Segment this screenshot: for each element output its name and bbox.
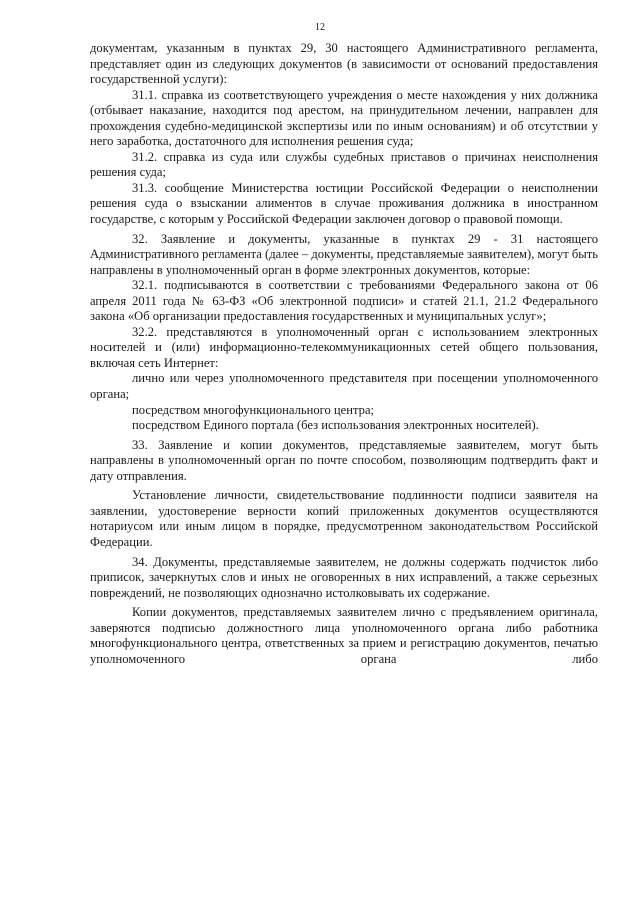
document-body (90, 41, 598, 667)
paragraph-31-1: 31.1. справка из соответствующего учреждения о месте нахождения у них должника (отбывает наказание, находится под арестом, на принудительном лечении, направлен для прохождения судебно-медицинской экспертизы или по иным основаниям) и об отсутствии у него заработка, достаточного для исполнения решения суда; (90, 87, 598, 149)
paragraph-continuation: документам, указанным в пунктах 29, 30 настоящего Административного регламента, представляет один из следующих документов (в зависимости от оснований предоставления государственной услуги): (90, 41, 598, 87)
paragraph-32-1: 32.1. подписываются в соответствии с требованиями Федерального закона от 06 апреля 2011 года № 63-ФЗ «Об электронной подписи» и статей 21.1, 21.2 Федерального закона «Об организации предоставления государственных и муниципальных услуг»; (90, 278, 598, 324)
paragraph-32: 32. Заявление и документы, указанные в пунктах 29 - 31 настоящего Административного регламента (далее – документы, представляемые заявителем), могут быть направлены в уполномоченный орган в форме электронных документов, которые: (90, 231, 598, 277)
paragraph-portal: посредством Единого портала (без использования электронных носителей). (132, 418, 539, 433)
paragraph-31-3: 31.3. сообщение Министерства юстиции Российской Федерации о неисполнении решения суда о взыскании алиментов в случае проживания должника в иностранном государстве, с которым у Российской Федерации заключен договор о правовой помощи. (90, 180, 598, 227)
paragraph-copies: Копии документов, представляемых заявителем лично с предъявлением оригинала, заверяются подписью должностного лица уполномоченного органа либо работника многофункционального центра, ответственных за прием и регистрацию документов, печатью уполномоченного органа либо (90, 605, 598, 666)
paragraph-in-person: лично или через уполномоченного представителя при посещении уполномоченного органа; (90, 371, 598, 402)
paragraph-33: 33. Заявление и копии документов, представляемые заявителем, могут быть направлены в уполномоченный орган по почте способом, позволяющим подтвердить факт и дату отправления. (90, 437, 598, 483)
paragraph-mfc: посредством многофункционального центра; (132, 402, 375, 417)
page-number: 12 (315, 22, 325, 33)
paragraph-32-2: 32.2. представляются в уполномоченный орган с использованием электронных носителей и (или) информационно-телекоммуникационных сетей общего пользования, включая сеть Интернет: (90, 324, 598, 370)
paragraph-identity: Установление личности, свидетельствование подлинности подписи заявителя на заявлении, удостоверение верности копий приложенных документов осуществляются нотариусом или иным лицом в порядке, предусмотренном законодательством Российской Федерации. (90, 488, 598, 549)
paragraph-34: 34. Документы, представляемые заявителем, не должны содержать подчисток либо приписок, зачеркнутых слов и иных не оговоренных в них исправлений, а также серьезных повреждений, не позволяющих однозначно истолковывать их содержание. (90, 554, 598, 600)
paragraph-31-2: 31.2. справка из суда или службы судебных приставов о причинах неисполнения решения суда; (90, 149, 598, 180)
